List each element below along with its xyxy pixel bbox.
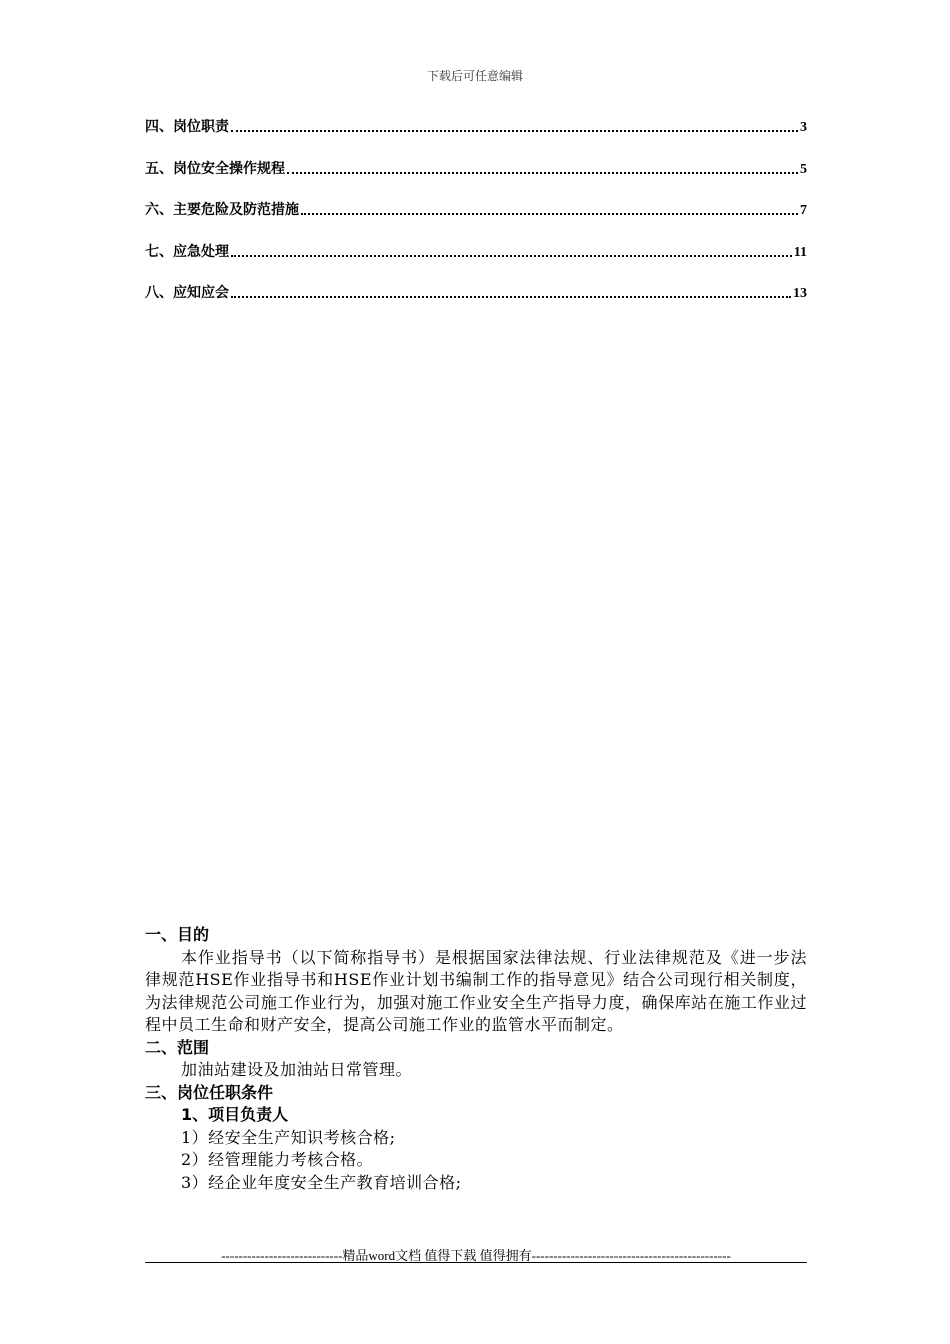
sub-heading-project-lead: 1、项目负责人 xyxy=(181,1105,289,1124)
document-body xyxy=(145,924,807,1194)
header-note: 下载后可任意编辑 xyxy=(426,69,523,83)
list-item: 3）经企业年度安全生产教育培训合格; xyxy=(181,1172,462,1192)
toc-dot-leader xyxy=(231,130,798,132)
table-of-contents xyxy=(145,116,807,324)
toc-entry-page: 13 xyxy=(793,286,807,301)
toc-entry-title: 八、应知应会 xyxy=(145,285,229,301)
list-item: 2）经管理能力考核合格。 xyxy=(181,1150,374,1169)
footer-text: ----------------------------精品word文档 值得下载 值得拥有---------------------------------------------- xyxy=(221,1248,731,1263)
toc-entry-page: 5 xyxy=(800,161,807,177)
footer-divider xyxy=(145,1262,807,1263)
toc-entry[interactable] xyxy=(145,241,807,261)
toc-entry-page: 11 xyxy=(793,244,807,260)
section-heading-scope: 二、范围 xyxy=(145,1037,210,1057)
toc-entry-title: 五、岗位安全操作规程 xyxy=(145,160,285,177)
toc-entry-title: 六、主要危险及防范措施 xyxy=(145,202,299,218)
toc-dot-leader xyxy=(301,213,798,215)
toc-entry-title: 七、应急处理 xyxy=(145,243,229,260)
toc-entry[interactable] xyxy=(145,116,807,136)
toc-dot-leader xyxy=(231,255,792,257)
section-heading-job-requirements: 三、岗位任职条件 xyxy=(145,1082,274,1102)
toc-dot-leader xyxy=(287,172,798,174)
toc-entry-page: 7 xyxy=(800,203,807,218)
scope-text: 加油站建设及加油站日常管理。 xyxy=(181,1060,413,1079)
list-item: 1）经安全生产知识考核合格; xyxy=(181,1127,396,1147)
toc-entry[interactable] xyxy=(145,199,807,219)
section-heading-purpose: 一、目的 xyxy=(145,925,210,944)
toc-dot-leader xyxy=(231,296,791,298)
toc-entry-page: 3 xyxy=(800,120,807,135)
toc-entry[interactable] xyxy=(145,282,807,302)
toc-entry-title: 四、岗位职责 xyxy=(145,119,229,135)
toc-entry[interactable] xyxy=(145,158,807,178)
purpose-paragraph: 本作业指导书（以下简称指导书）是根据国家法律法规、行业法律规范及《进一步法律规范HSE作业指导书和HSE作业计划书编制工作的指导意见》结合公司现行相关制度，为法律规范公司施工作业行为，加强对施工作业安全生产指导力度，确保库站在施工作业过程中员工生命和财产安全，提高公司施工作业的监管水平而制定。 xyxy=(145,947,807,1034)
